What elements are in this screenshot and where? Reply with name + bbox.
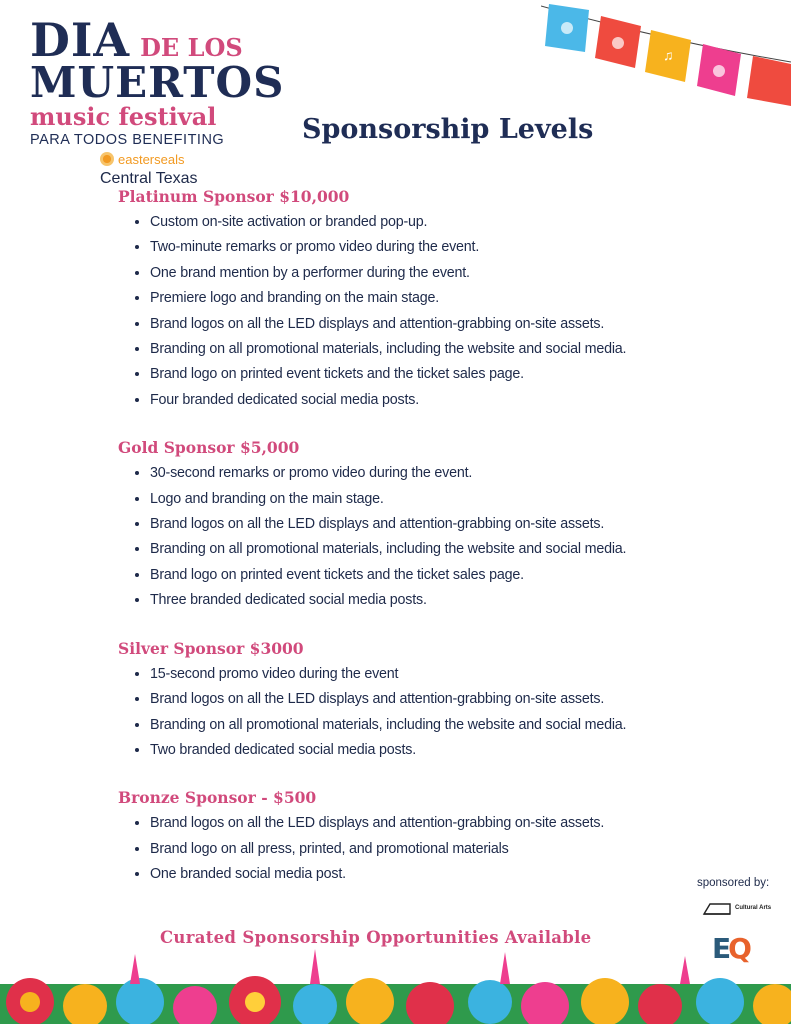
sponsored-by-label: sponsored by:	[697, 877, 770, 889]
cultural-arts-logo	[702, 896, 776, 920]
list-item: • Custom on-site activation or branded pop-up.	[150, 210, 698, 235]
svg-text:♫: ♫	[663, 47, 674, 63]
list-item: • Branding on all promotional materials, including the website and social media.	[150, 537, 698, 562]
benefit-list	[118, 461, 698, 613]
list-item: • Branding on all promotional materials, including the website and social media.	[150, 713, 698, 738]
list-item: • Three branded dedicated social media posts.	[150, 588, 698, 613]
festival-logo	[30, 13, 285, 188]
logo-dia: DIA	[30, 13, 131, 67]
list-item: • One branded social media post.	[150, 862, 698, 887]
easterseals-sun-icon	[100, 152, 114, 166]
list-item: • Brand logos on all the LED displays and attention-grabbing on-site assets.	[150, 312, 698, 337]
benefit-list	[118, 811, 698, 887]
list-item: • Two branded dedicated social media posts.	[150, 738, 698, 763]
easterseals-sub: Central Texas	[100, 170, 198, 187]
level-bronze	[118, 787, 698, 887]
level-title: Bronze Sponsor - $500	[118, 788, 317, 808]
benefit-list	[118, 662, 698, 764]
level-title: Silver Sponsor $3000	[118, 638, 304, 658]
logo-muertos: MUERTOS	[30, 58, 285, 107]
list-item: • Brand logo on all press, printed, and promotional materials	[150, 837, 698, 862]
cultural-arts-logo-icon	[702, 898, 732, 918]
benefit-list	[118, 210, 698, 413]
list-item: • 30-second remarks or promo video during the event.	[150, 461, 698, 486]
sponsorship-levels	[118, 186, 698, 888]
papel-picado-banner	[541, 0, 791, 110]
level-silver	[118, 638, 698, 764]
list-item: • Premiere logo and branding on the main stage.	[150, 286, 698, 311]
list-item: • Logo and branding on the main stage.	[150, 487, 698, 512]
easterseals-logo	[100, 152, 270, 166]
list-item: • Branding on all promotional materials, including the website and social media.	[150, 337, 698, 362]
eq-logo-q: Q	[728, 932, 749, 965]
logo-de-los: DE LOS	[140, 33, 243, 62]
cultural-arts-text: Cultural Arts	[735, 905, 772, 911]
list-item: • Brand logos on all the LED displays and attention-grabbing on-site assets.	[150, 687, 698, 712]
list-item: • One brand mention by a performer during the event.	[150, 261, 698, 286]
logo-music-festival: music festival	[30, 102, 217, 131]
list-item: • Two-minute remarks or promo video during the event.	[150, 235, 698, 260]
level-gold	[118, 437, 698, 613]
easterseals-name: easterseals	[118, 151, 185, 167]
level-platinum	[118, 186, 698, 413]
list-item: • 15-second promo video during the event	[150, 662, 698, 687]
list-item: • Brand logos on all the LED displays and attention-grabbing on-site assets.	[150, 811, 698, 836]
logo-para-todos: PARA TODOS BENEFITING	[30, 132, 225, 148]
page-title: Sponsorship Levels	[302, 114, 594, 145]
flower-border	[0, 944, 791, 1024]
list-item: • Brand logos on all the LED displays and attention-grabbing on-site assets.	[150, 512, 698, 537]
list-item: • Brand logo on printed event tickets and the ticket sales page.	[150, 362, 698, 387]
level-title: Gold Sponsor $5,000	[118, 438, 300, 458]
list-item: • Four branded dedicated social media posts.	[150, 388, 698, 413]
list-item: • Brand logo on printed event tickets and the ticket sales page.	[150, 563, 698, 588]
level-title: Platinum Sponsor $10,000	[118, 187, 350, 206]
footer-title: Curated Sponsorship Opportunities Available	[160, 928, 592, 947]
eq-logo-e: E	[712, 932, 729, 965]
